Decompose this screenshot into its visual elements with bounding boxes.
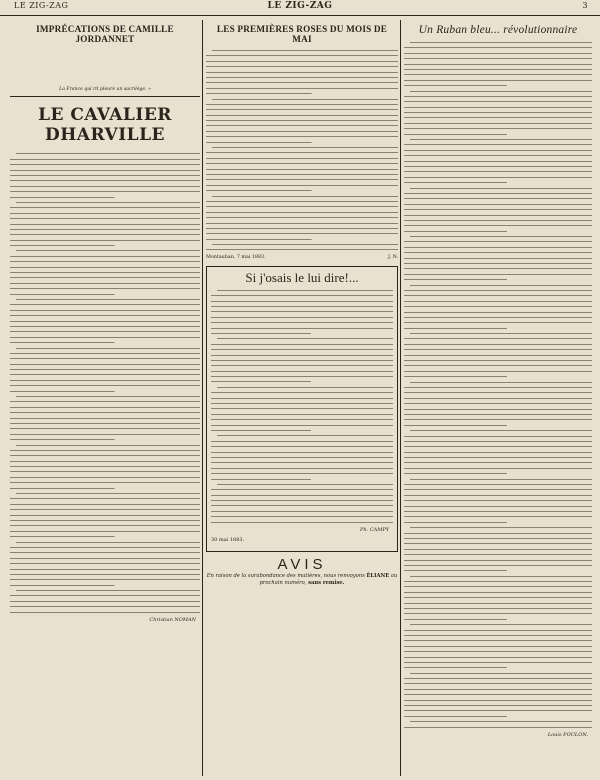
text-line: [206, 247, 398, 252]
poem-date: 30 mai 1883.: [211, 537, 245, 544]
column-left: [10, 22, 200, 774]
body-paragraph: [10, 80, 200, 85]
poem-signature: Ph. CAMPY: [360, 527, 389, 534]
place-date: Montauban, 7 mai 1883.: [206, 254, 266, 260]
article-body: [404, 40, 592, 730]
text-line: [211, 520, 393, 525]
author-signature: Louis FOULON.: [547, 732, 588, 738]
notice-text-end: sans remise.: [308, 580, 345, 587]
column-divider: [202, 20, 203, 776]
notice-text-middle: au prochain numéro,: [259, 573, 398, 587]
intro-caption: La France qui rit pleure un sacrilège. »: [59, 87, 151, 93]
article-title-ruban: Un Ruban bleu... révolutionnaire: [418, 24, 578, 36]
body-paragraph: [10, 67, 200, 72]
notice-title: AVIS: [277, 556, 327, 574]
article-title-roses: LES PREMIÈRES ROSES DU MOIS DE MAI: [216, 24, 388, 44]
poem-roses-body: [206, 48, 398, 253]
poem-roses-footer: [206, 255, 398, 260]
poem-body: [211, 288, 393, 525]
section-rule: [10, 96, 200, 97]
page-number: 3: [582, 1, 588, 10]
feature-body: [10, 151, 200, 615]
poem-box: [206, 266, 398, 552]
text-line: [10, 610, 200, 615]
notice-body: [206, 573, 398, 587]
author-initials: J. N.: [387, 254, 398, 260]
column-middle: [206, 22, 398, 774]
masthead-title: LE ZIG-ZAG: [267, 1, 333, 11]
article-title-imprecations: IMPRÉCATIONS DE CAMILLE JORDANNET: [36, 24, 174, 44]
masthead: [0, 0, 600, 16]
feature-title-cavalier: LE CAVALIER DHARVILLE: [38, 105, 172, 146]
body-paragraph: [10, 74, 200, 79]
masthead-left: LE ZIG-ZAG: [14, 1, 69, 10]
body-paragraph: [10, 54, 200, 59]
body-paragraph: [10, 61, 200, 66]
notice-text-start: En raison de la surabondance des matières, nous renvoyons: [206, 573, 365, 580]
author-signature: Christian NOMAN: [149, 617, 196, 624]
notice-highlight: ÉLIANE: [366, 573, 390, 580]
poem-title: Si j'osais le lui dire!...: [245, 269, 359, 285]
text-line: [404, 725, 592, 730]
column-divider: [400, 20, 401, 776]
column-right: [404, 22, 592, 774]
body-paragraph: [10, 48, 200, 53]
